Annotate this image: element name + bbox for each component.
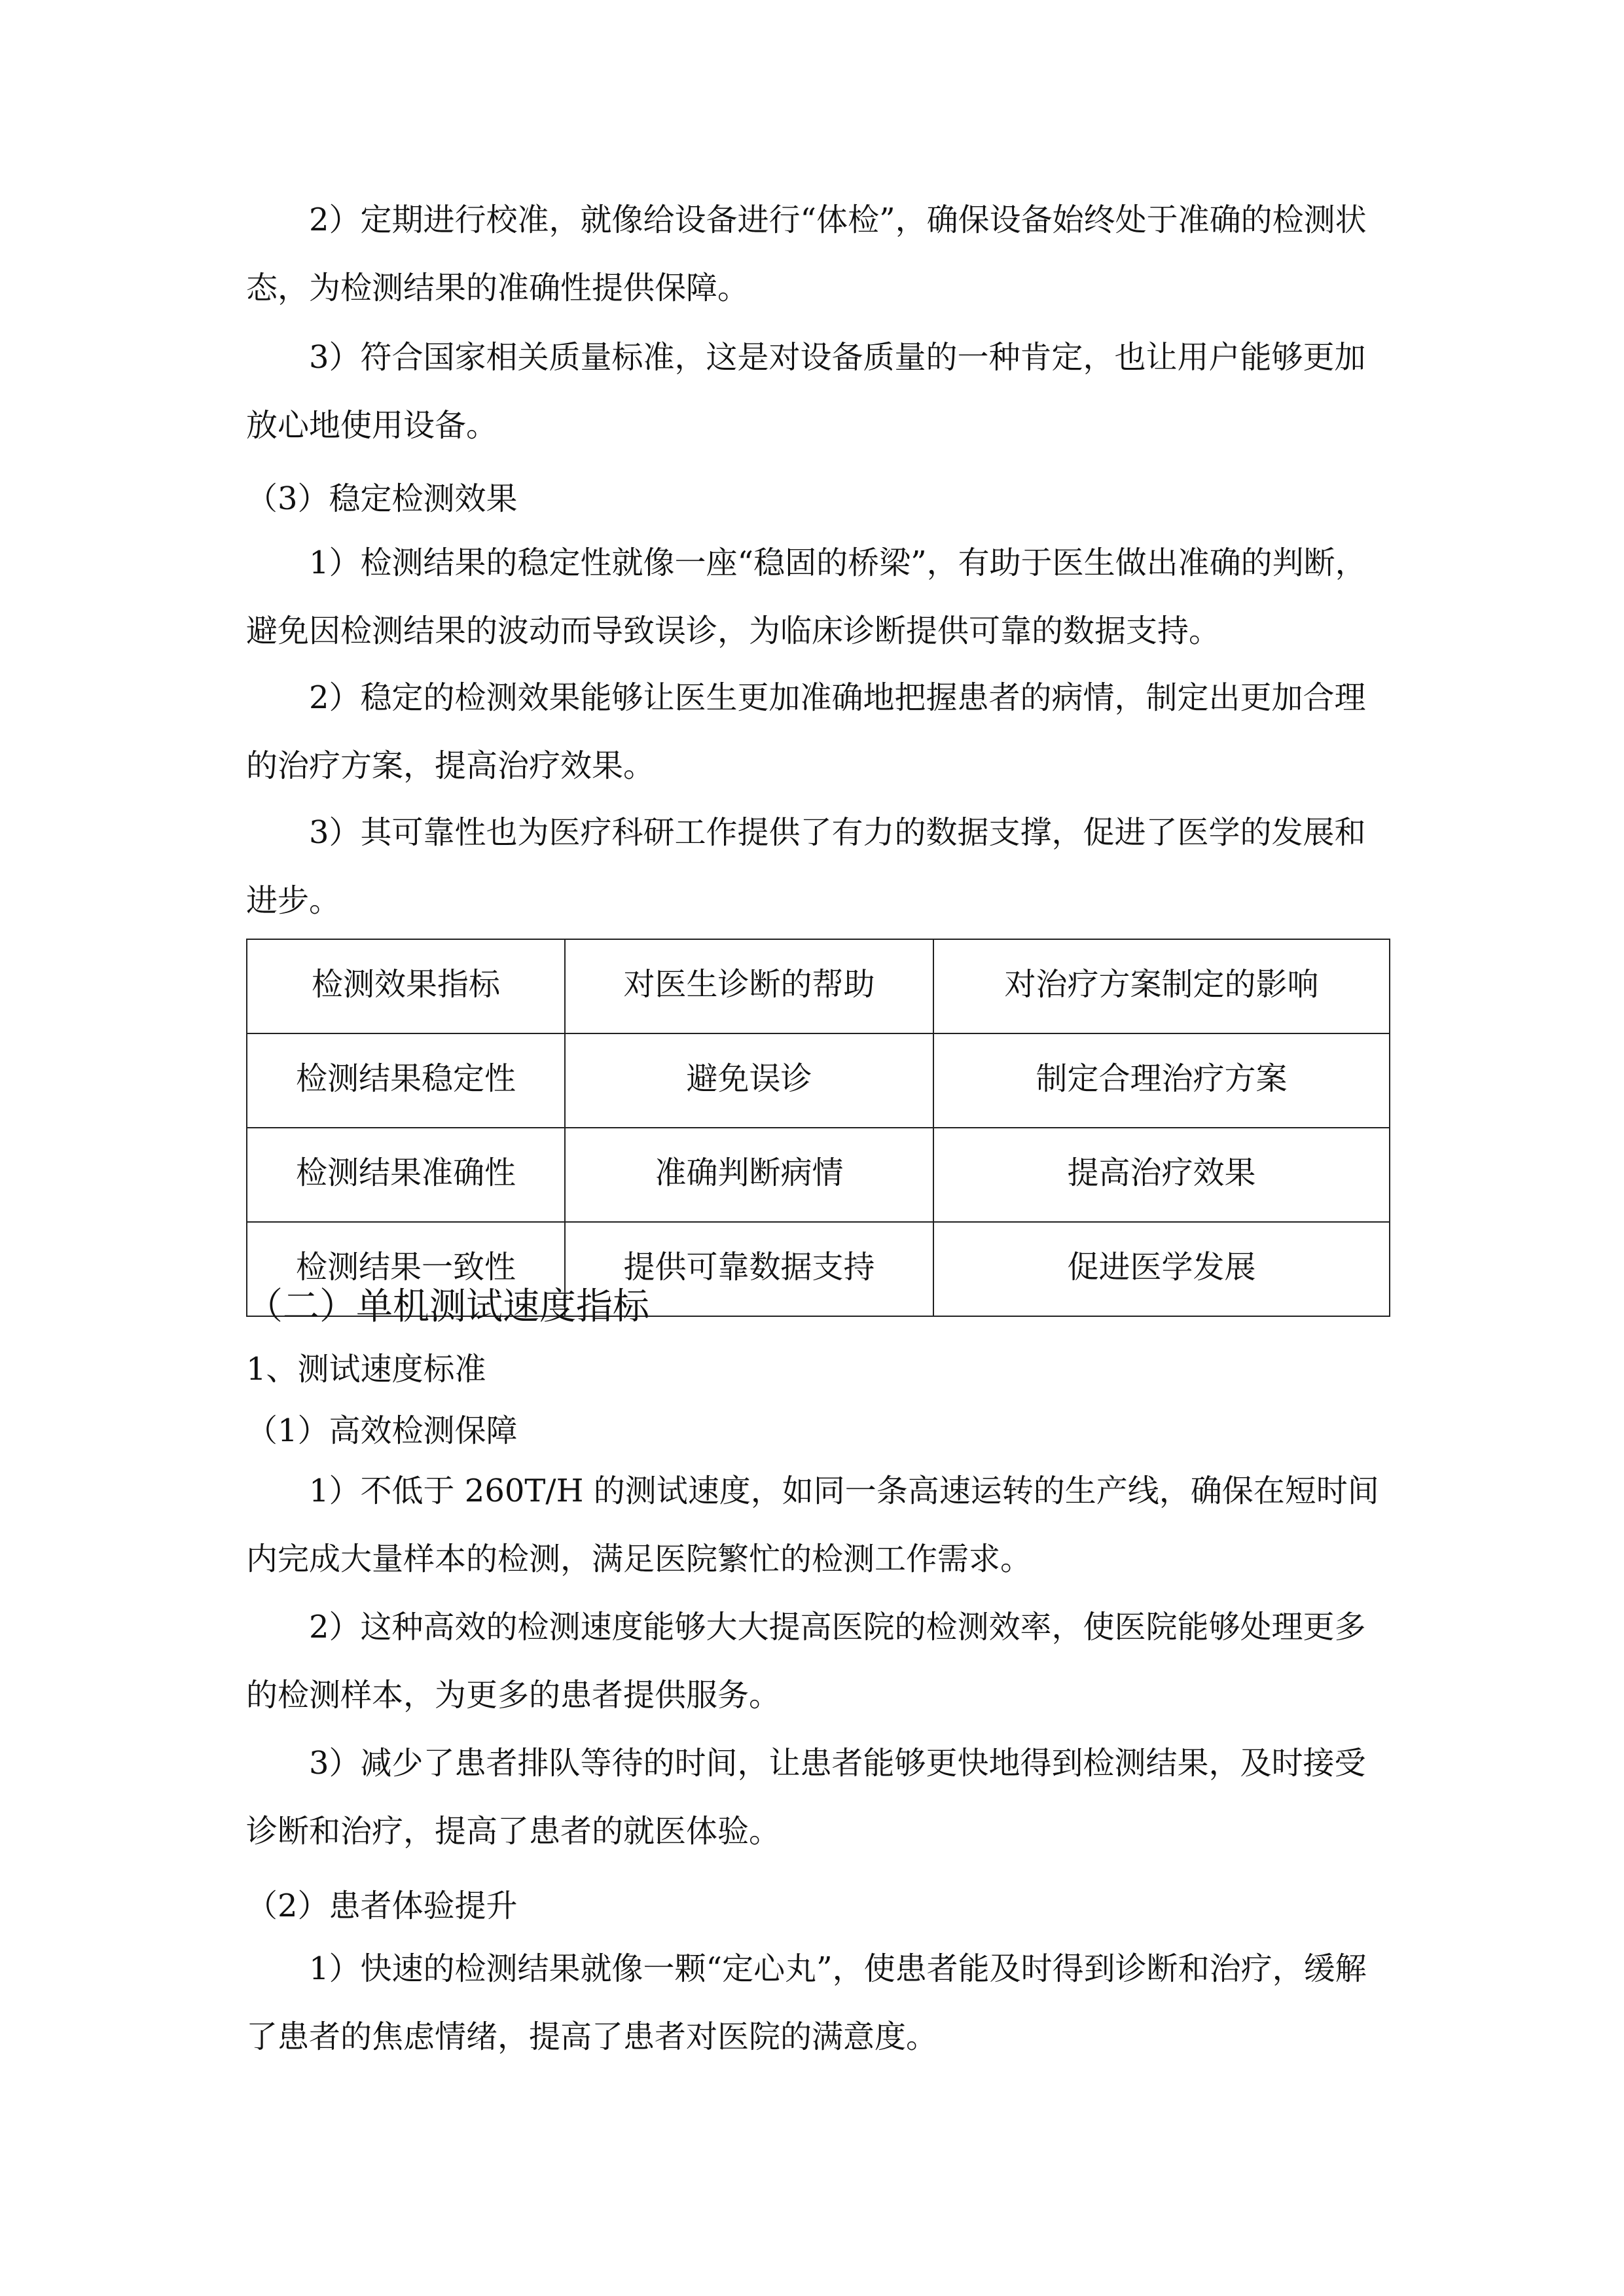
table-header-row (247, 939, 1390, 1033)
table-cell: 准确判断病情 (565, 1128, 933, 1222)
section-heading-speed-standard: 1、测试速度标准 (246, 1351, 486, 1388)
paragraph-reassurance: 1）快速的检测结果就像一颗“定心丸”，使患者能及时得到诊断和治疗，缓解了患者的焦虑情绪，提高了患者对医院的满意度。 (246, 1950, 1367, 2055)
table-header-cell: 检测效果指标 (247, 939, 565, 1033)
section-heading-efficient-detection: （1）高效检测保障 (246, 1412, 518, 1449)
section-heading-stable-detection: （3）稳定检测效果 (246, 480, 518, 517)
table-cell: 避免误诊 (565, 1033, 933, 1128)
paragraph-stable-effect: 2）稳定的检测效果能够让医生更加准确地把握患者的病情，制定出更加合理的治疗方案，提高治疗效果。 (246, 679, 1366, 784)
paragraph-calibration: 2）定期进行校准，就像给设备进行“体检”，确保设备始终处于准确的检测状态，为检测结果的准确性提供保障。 (246, 202, 1367, 306)
table-cell: 检测结果一致性 (247, 1222, 565, 1316)
table-cell: 检测结果稳定性 (247, 1033, 565, 1128)
table-header-cell: 对治疗方案制定的影响 (933, 939, 1390, 1033)
table-row (247, 1128, 1390, 1222)
paragraph-stability-bridge: 1）检测结果的稳定性就像一座“稳固的桥梁”，有助于医生做出准确的判断，避免因检测结果的波动而导致误诊，为临床诊断提供可靠的数据支持。 (246, 545, 1367, 649)
paragraph-260-throughput: 1）不低于 260T/H 的测试速度，如同一条高速运转的生产线，确保在短时间内完成大量样本的检测，满足医院繁忙的检测工作需求。 (246, 1473, 1379, 1577)
paragraph-quality-standard: 3）符合国家相关质量标准，这是对设备质量的一种肯定，也让用户能够更加放心地使用设备。 (246, 339, 1366, 444)
chapter-heading-test-speed: （二）单机测试速度指标 (246, 1285, 649, 1328)
table-cell: 提供可靠数据支持 (565, 1222, 933, 1316)
table-cell: 检测结果准确性 (247, 1128, 565, 1222)
paragraph-efficiency: 2）这种高效的检测速度能够大大提高医院的检测效率，使医院能够处理更多的检测样本，为更多的患者提供服务。 (246, 1609, 1366, 1713)
paragraph-waiting-time: 3）减少了患者排队等待的时间，让患者能够更快地得到检测结果，及时接受诊断和治疗，提高了患者的就医体验。 (246, 1745, 1366, 1850)
table-row (247, 1033, 1390, 1128)
table-cell: 促进医学发展 (933, 1222, 1390, 1316)
table-cell: 提高治疗效果 (933, 1128, 1390, 1222)
table-cell: 制定合理治疗方案 (933, 1033, 1390, 1128)
paragraph-reliability: 3）其可靠性也为医疗科研工作提供了有力的数据支撑，促进了医学的发展和进步。 (246, 814, 1366, 919)
table-header-cell: 对医生诊断的帮助 (565, 939, 933, 1033)
section-heading-patient-experience: （2）患者体验提升 (246, 1888, 518, 1924)
detection-effect-table (246, 939, 1390, 1317)
